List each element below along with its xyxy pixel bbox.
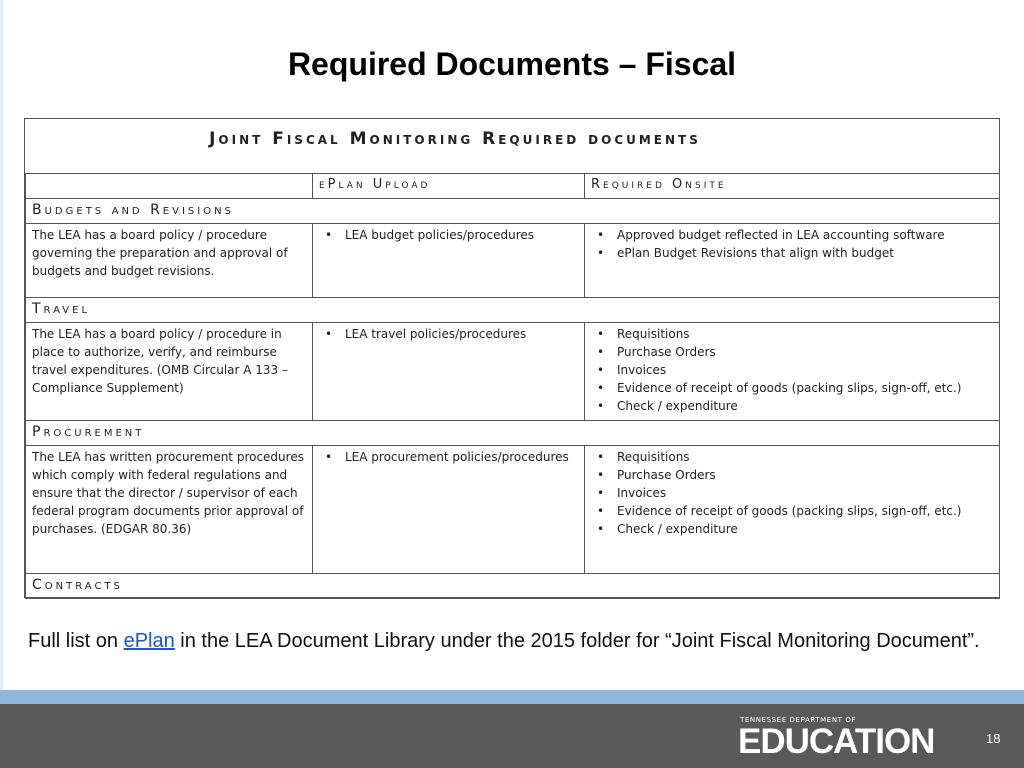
list-item: • Approved budget reflected in LEA accounting software [617, 226, 993, 244]
onsite-cell [585, 446, 1000, 574]
list-item: • Purchase Orders [617, 343, 993, 361]
page-number: 18 [986, 731, 1001, 746]
requirement-text: The LEA has a board policy / procedure in place to authorize, verify, and reimburse travel expenditures. (OMB Circular A 133 – Compliance Supplement) [26, 323, 313, 421]
footer-accent-band [0, 690, 1024, 704]
section-label: Procurement [26, 421, 1000, 446]
document-image [24, 118, 1000, 598]
section-label: Travel [26, 298, 1000, 323]
list-item: • Invoices [617, 484, 993, 502]
onsite-cell [585, 323, 1000, 421]
table-row [26, 224, 1000, 298]
list-item: • Check / expenditure [617, 520, 993, 538]
list-item: • LEA travel policies/procedures [345, 325, 578, 343]
list-item: • Invoices [617, 361, 993, 379]
requirement-text: The LEA has written procurement procedures which comply with federal regulations and ensure that the director / supervisor of each federal program documents prior approval of purchases. (EDGAR 80.36) [26, 446, 313, 574]
footer-text-before: Full list on [28, 630, 124, 652]
list-item: • Requisitions [617, 448, 993, 466]
logo-wordmark: EDUCATION [738, 722, 935, 761]
table-header-row [26, 174, 1000, 199]
requirements-table [25, 173, 1000, 599]
list-item: • Purchase Orders [617, 466, 993, 484]
list-item: • LEA procurement policies/procedures [345, 448, 578, 466]
logo-department-text: TENNESSEE DEPARTMENT OF [740, 716, 857, 724]
eplan-cell [313, 446, 585, 574]
list-item: • Evidence of receipt of goods (packing slips, sign-off, etc.) [617, 379, 993, 397]
section-label: Contracts [26, 574, 1000, 599]
column-header-eplan-upload: ePlan Upload [313, 174, 585, 199]
footer-note [28, 626, 988, 657]
column-header-requirement [26, 174, 313, 199]
table-row [26, 446, 1000, 574]
list-item: • ePlan Budget Revisions that align with budget [617, 244, 993, 262]
column-header-required-onsite: Required Onsite [585, 174, 1000, 199]
slide-edge [0, 0, 3, 690]
page-title: Required Documents – Fiscal [287, 46, 737, 82]
list-item: • Evidence of receipt of goods (packing slips, sign-off, etc.) [617, 502, 993, 520]
document-heading: Joint Fiscal Monitoring Required documents [209, 129, 701, 149]
footer-text-after: in the LEA Document Library under the 2015 folder for “Joint Fiscal Monitoring Document”. [174, 630, 980, 652]
requirement-text: The LEA has a board policy / procedure governing the preparation and approval of budgets and budget revisions. [26, 224, 313, 298]
eplan-link[interactable]: ePlan [123, 630, 175, 652]
section-row-travel [26, 298, 1000, 323]
list-item: • LEA budget policies/procedures [345, 226, 578, 244]
section-row-procurement [26, 421, 1000, 446]
section-row-budgets [26, 199, 1000, 224]
section-label: Budgets and Revisions [26, 199, 1000, 224]
eplan-cell [313, 224, 585, 298]
eplan-cell [313, 323, 585, 421]
list-item: • Requisitions [617, 325, 993, 343]
table-row [26, 323, 1000, 421]
education-logo [738, 716, 974, 762]
section-row-contracts [26, 574, 1000, 599]
list-item: • Check / expenditure [617, 397, 993, 415]
onsite-cell [585, 224, 1000, 298]
